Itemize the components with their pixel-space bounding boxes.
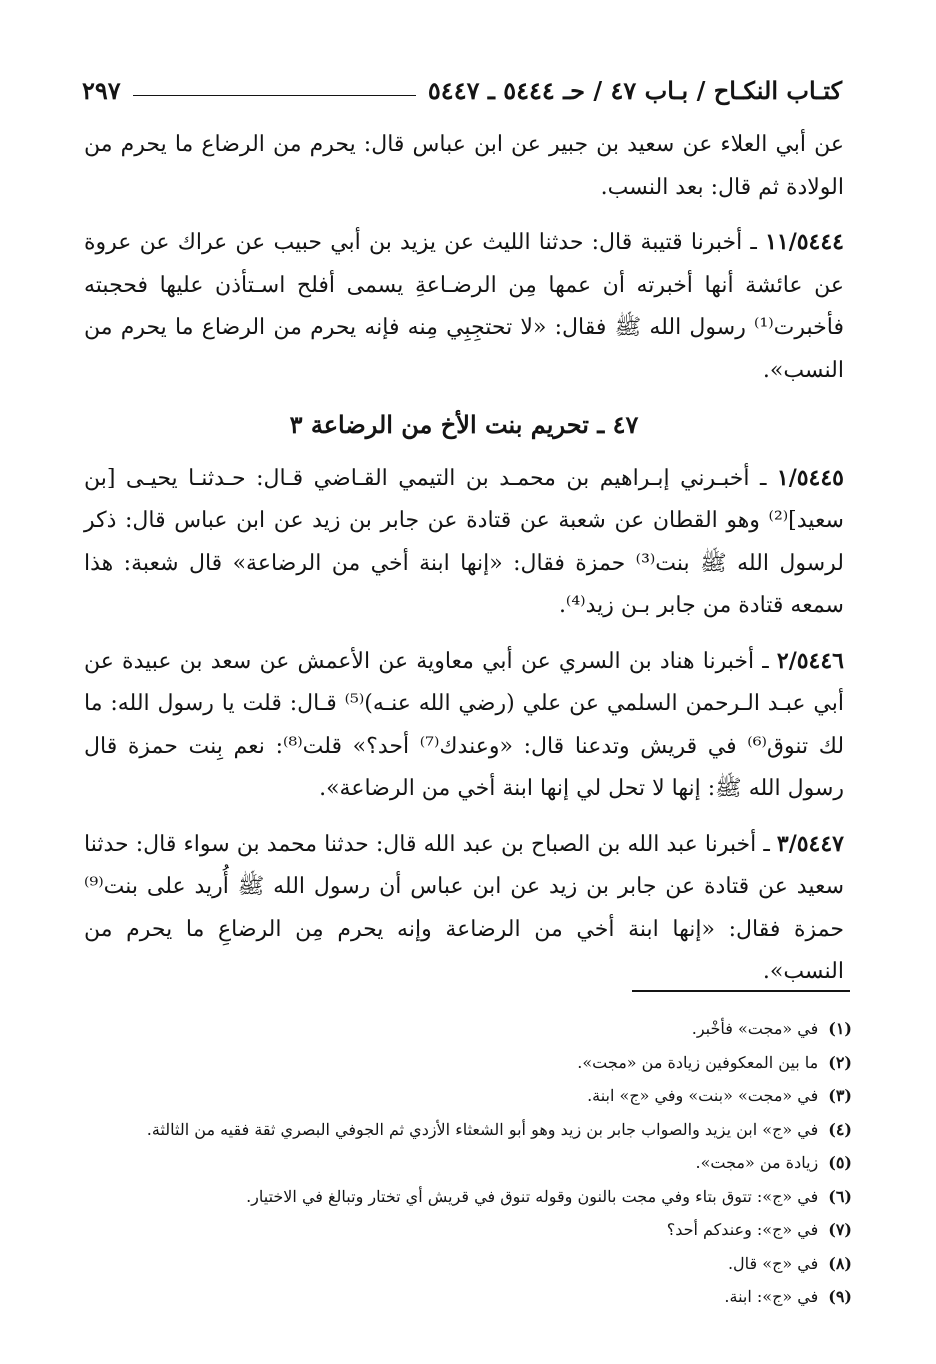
- footnote: [84, 1146, 852, 1180]
- footnote-text: في «مجت» «بنت» وفي «ج» ابنة.: [587, 1086, 819, 1105]
- footnote: [84, 1113, 852, 1147]
- footnote: [84, 1213, 852, 1247]
- footnote-text: في «مجت» فأخْبر.: [691, 1019, 819, 1038]
- running-title: كتـاب النكـاح / بـاب ٤٧ / حـ ٥٤٤٤ ـ ٥٤٤٧: [427, 75, 842, 105]
- footnote: [84, 1247, 852, 1281]
- footnote-number: (٢): [828, 1052, 852, 1072]
- hadith-paragraph: [84, 457, 844, 628]
- hadith-paragraph: [84, 221, 844, 392]
- hadith-number: ٣/٥٤٤٧: [776, 830, 844, 857]
- footnote-text: في «ج» ابن يزيد والصواب جابر بن زيد وهو أبو الشعثاء الأزدي ثم الجوفي البصري ثقة فقيه من الثالثة.: [146, 1119, 819, 1139]
- footnote-text: في «ج»: وعندكم أحد؟: [666, 1220, 819, 1239]
- footnote-number: (٨): [828, 1253, 852, 1273]
- footnote-text: في «ج»: تتوق بتاء وفي مجت بالنون وقوله تنوق في قريش أي تختار وتبالغ في الاختيار.: [246, 1186, 819, 1206]
- footnote-number: (٥): [828, 1153, 852, 1172]
- footnote: [84, 1280, 852, 1314]
- footnote: [84, 1079, 852, 1113]
- paragraph-text: ـ أخبرنا عبد الله بن الصباح بن عبد الله قال: حدثنا محمد بن سواء قال: حدثنا سعيد عن قتادة عن جابر بن زيد عن ابن عباس أن رسول الله ﷺ أُريد على بنت⁽⁹⁾ حمزة فقال: «إنها ابنة أخي من الرضاعة وإنه يحرم مِن الرضاعِ ما يحرم من النسب».: [84, 831, 844, 984]
- page-number: ٢٩٧: [82, 75, 121, 105]
- paragraph: [84, 124, 844, 209]
- footnote-number: (٤): [828, 1119, 852, 1139]
- footnote: [84, 1180, 852, 1214]
- footnote-text: في «ج» قال.: [727, 1253, 819, 1273]
- main-text: [84, 124, 844, 1006]
- footnotes: [84, 1012, 852, 1314]
- footnote-separator: [632, 990, 850, 992]
- footnote-number: (٩): [828, 1287, 852, 1306]
- paragraph-text: عن أبي العلاء عن سعيد بن جبير عن ابن عباس قال: يحرم من الرضاع ما يحرم من الولادة ثم قال: بعد النسب.: [84, 132, 844, 200]
- paragraph-text: ـ أخبرنا قتيبة قال: حدثنا الليث عن يزيد بن أبي حبيب عن عراك عن عروة عن عائشة أنها أخبرته أن عمها مِن الرضـاعةِ يسمى أفلح اسـتأذن عليها فحجبته فأخبرت⁽¹⁾ رسول الله ﷺ فقال: «لا تحتجِبِي مِنه فإنه يحرم من الرضاع ما يحرم من النسب».: [84, 230, 844, 383]
- hadith-paragraph: [84, 823, 844, 994]
- paragraph-text: ـ أخبـرني إبـراهيم بن محمـد بن التيمي القـاضي قـال: حـدثنـا يحيـى [بن سعيد]⁽²⁾ وهو القطان عن شعبة عن قتادة عن جابر بن زيد عن ابن عباس قال: ذكر لرسول الله ﷺ بنت⁽³⁾ حمزة فقال: «إنها ابنة أخي من الرضاعة» قال شعبة: هذا سمعه قتادة من جابر بـن زيد⁽⁴⁾.: [84, 465, 844, 618]
- chapter-heading: ٤٧ ـ تحريم بنت الأخ من الرضاعة ٣: [289, 410, 639, 439]
- hadith-number: ١١/٥٤٤٤: [765, 229, 844, 255]
- footnote-text: ما بين المعكوفين زيادة من «مجت».: [577, 1052, 819, 1072]
- hadith-number: ٢/٥٤٤٦: [776, 647, 844, 674]
- footnote-text: زيادة من «مجت».: [695, 1153, 819, 1172]
- page-header: [82, 68, 842, 112]
- footnote: [84, 1046, 852, 1080]
- footnote-text: في «ج»: ابنة.: [724, 1287, 819, 1306]
- footnote-number: (٦): [828, 1186, 852, 1206]
- footnote: [84, 1012, 852, 1046]
- hadith-number: ١/٥٤٤٥: [776, 464, 844, 491]
- paragraph-text: ـ أخبرنا هناد بن السري عن أبي معاوية عن الأعمش عن سعد بن عبيدة عن أبي عبـد الـرحمن السلمي عن علي (رضي الله عنـه)⁽⁵⁾ قـال: قلت يا رسول الله: ما لك تنوق⁽⁶⁾ في قريش وتدعنا قال: «وعندك⁽⁷⁾ أحد؟» قلت⁽⁸⁾: نعم بِنت حمزة قال رسول الله ﷺ: إنها لا تحل لي إنها ابنة أخي من الرضاعة».: [84, 648, 845, 801]
- footnote-number: (٣): [828, 1086, 852, 1105]
- footnote-number: (١): [828, 1019, 852, 1038]
- footnote-number: (٧): [828, 1220, 852, 1239]
- hadith-paragraph: [84, 640, 844, 811]
- header-rule: [133, 95, 416, 96]
